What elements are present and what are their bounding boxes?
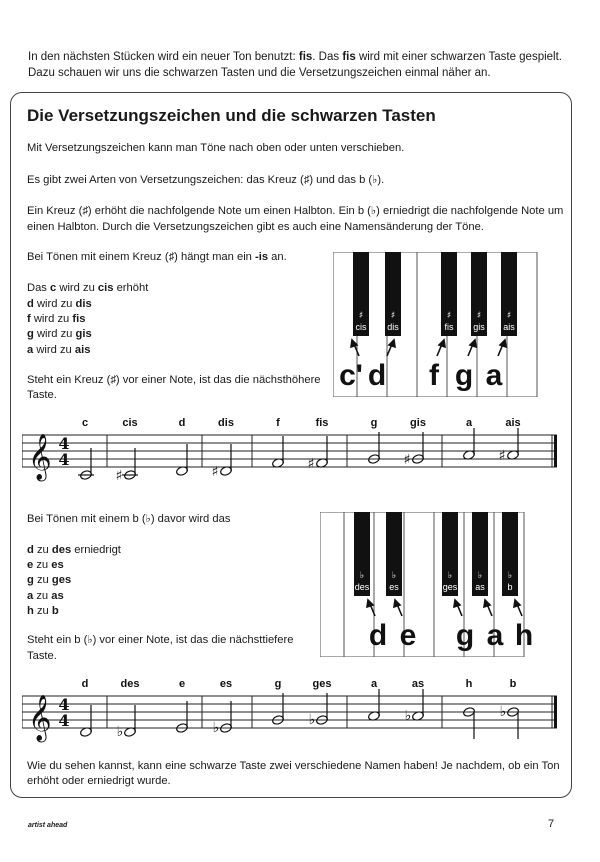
note-letter: e (399, 619, 417, 652)
black-key-label: es (389, 582, 399, 592)
section-title: Die Versetzungszeichen und die schwarzen Tasten (27, 106, 436, 125)
flat-symbol: ♭ (477, 571, 483, 581)
staff-label: h (465, 678, 473, 690)
staff-sharps (22, 412, 562, 492)
flat-rule-row: e zu es (27, 559, 64, 571)
note-letter: g (454, 359, 474, 392)
note-letter: c' (339, 359, 363, 392)
black-key-label: gis (473, 322, 485, 332)
flat-symbol: ♭ (359, 571, 365, 581)
sharp-symbol: ♯ (476, 311, 482, 321)
staff-label: dis (218, 417, 234, 429)
flat-conclusion: Taste. (27, 650, 57, 662)
note-letter: h (514, 619, 534, 652)
black-key-label: b (507, 582, 513, 592)
black-key-label: des (354, 582, 370, 592)
note-letter: a (485, 359, 503, 392)
flat-rule-row: g zu ges (27, 574, 72, 586)
sharp-accidental-icon: ♯ (498, 448, 506, 464)
staff-label: c (81, 417, 89, 429)
sharp-conclusion: Steht ein Kreuz (♯) vor einer Note, ist das die nächsthöhere (27, 374, 321, 386)
black-key-label: as (475, 582, 485, 592)
sharp-symbol: ♯ (390, 311, 396, 321)
sharp-intro: Bei Tönen mit einem Kreuz (♯) hängt man ein -is an. (27, 251, 287, 263)
flat-accidental-icon: ♭ (308, 712, 316, 728)
staff-label: as (411, 678, 425, 690)
note-letter: d (367, 359, 387, 392)
time-signature: 4 (58, 711, 70, 730)
paragraph-3b: einen Halbton. Durch die Versetzungszeichen gibt es auch eine Namensänderung der Töne. (27, 221, 484, 233)
staff-label: f (276, 417, 280, 429)
closing-text: erhöht oder erniedrigt wurde. (27, 775, 171, 787)
paragraph-3a: Ein Kreuz (♯) erhöht die nachfolgende Note um einen Halbton. Ein b (♭) erniedrigt die nachfolgende Note um (27, 205, 564, 217)
time-signature: 4 (58, 434, 70, 453)
staff-label: es (219, 678, 233, 690)
note-letter: g (455, 619, 475, 652)
keyboard-flats (320, 512, 540, 657)
staff-label: des (120, 678, 140, 690)
sharp-symbol: ♯ (358, 311, 364, 321)
staff-label: g (370, 417, 378, 429)
keyboard-sharps (333, 252, 543, 397)
staff-label: e (178, 678, 186, 690)
intro-paragraph: In den nächsten Stücken wird ein neuer Ton benutzt: fis. Das fis wird mit einer schwarzen Taste gespielt. Dazu schauen wir uns die schwarzen Tasten und die Versetzungszeichen einmal näher an. (28, 51, 562, 79)
paragraph-2: Es gibt zwei Arten von Versetzungszeichen: das Kreuz (♯) und das b (♭). (27, 174, 385, 186)
flat-accidental-icon: ♭ (404, 708, 412, 724)
note-letter: f (429, 359, 439, 392)
final-barline (554, 696, 557, 728)
flat-accidental-icon: ♭ (499, 704, 507, 720)
staff-label: fis (315, 417, 329, 429)
flat-symbol: ♭ (391, 571, 397, 581)
paragraph-1: Mit Versetzungszeichen kann man Töne nach oben oder unten verschieben. (27, 142, 405, 154)
note-letter: a (486, 619, 504, 652)
page-number: 7 (548, 818, 555, 830)
sharp-conclusion: Taste. (27, 389, 57, 401)
sharp-symbol: ♯ (446, 311, 452, 321)
sharp-rule-row: f wird zu fis (27, 313, 86, 325)
staff-label: gis (410, 417, 426, 429)
staff-label: d (81, 678, 89, 690)
note-letter: d (368, 619, 388, 652)
staff-label: g (274, 678, 282, 690)
flat-conclusion: Steht ein b (♭) vor einer Note, ist das die nächsttiefere (27, 634, 294, 646)
flat-symbol: ♭ (507, 571, 513, 581)
final-barline (554, 435, 557, 467)
sharp-accidental-icon: ♯ (403, 452, 411, 468)
black-key-label: fis (444, 322, 454, 332)
staff-label: cis (122, 417, 138, 429)
staff-flats (22, 673, 562, 753)
time-signature: 4 (58, 695, 70, 714)
flat-rule-row: d zu des erniedrigt (27, 544, 121, 556)
black-key-label: ais (503, 322, 515, 332)
black-key-label: cis (355, 322, 367, 332)
flat-accidental-icon: ♭ (116, 724, 124, 740)
flat-symbol: ♭ (447, 571, 453, 581)
sharp-accidental-icon: ♯ (115, 468, 123, 484)
sharp-accidental-icon: ♯ (307, 456, 315, 472)
staff-label: a (465, 417, 473, 429)
staff-label: ges (312, 678, 332, 690)
sharp-rule-row: a wird zu ais (27, 344, 91, 356)
staff-label: a (370, 678, 378, 690)
treble-clef-icon: 𝄞 (28, 434, 52, 480)
sharp-accidental-icon: ♯ (211, 464, 219, 480)
staff-label: b (509, 678, 517, 690)
sharp-symbol: ♯ (506, 311, 512, 321)
time-signature: 4 (58, 450, 70, 469)
publisher-logo: artist ahead (28, 822, 68, 829)
black-key-label: ges (442, 582, 458, 592)
staff-label: d (178, 417, 186, 429)
staff-label: ais (505, 417, 521, 429)
sharp-rule-row: g wird zu gis (27, 328, 92, 340)
closing-text: Wie du sehen kannst, kann eine schwarze Taste zwei verschiedene Namen haben! Je nachdem, ob ein Ton (27, 760, 560, 772)
black-key-label: dis (387, 322, 399, 332)
flat-rule-row: a zu as (27, 590, 64, 602)
sharp-rule-row: Das c wird zu cis erhöht (27, 282, 149, 294)
flat-rule-row: h zu b (27, 605, 59, 617)
treble-clef-icon: 𝄞 (28, 695, 52, 741)
flat-intro: Bei Tönen mit einem b (♭) davor wird das (27, 513, 231, 525)
flat-accidental-icon: ♭ (212, 720, 220, 736)
sharp-rule-row: d wird zu dis (27, 298, 92, 310)
white-key (320, 512, 344, 657)
